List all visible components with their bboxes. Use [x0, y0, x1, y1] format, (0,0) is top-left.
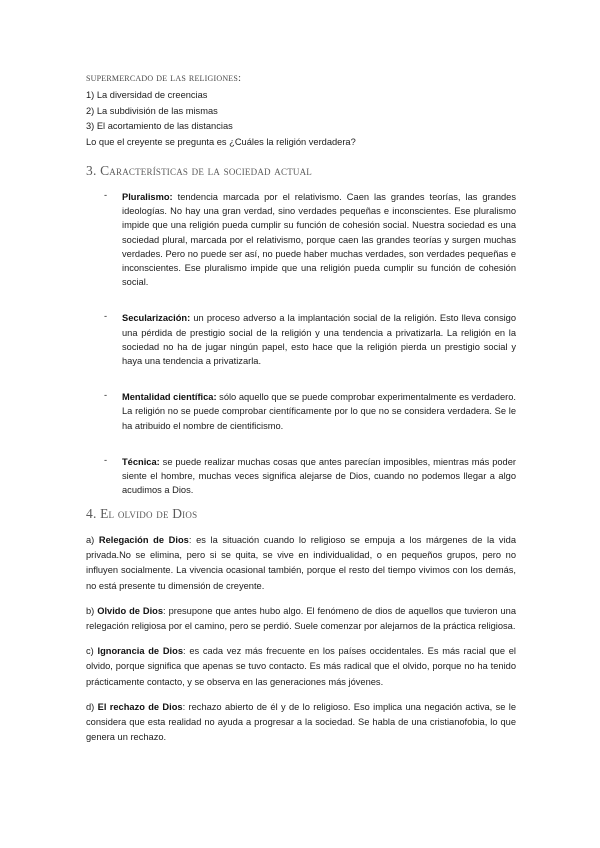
section-4-body [86, 533, 516, 755]
intro-item: 1) La diversidad de creencias [86, 90, 208, 100]
paragraph-term: Relegación de Dios [98, 535, 189, 545]
bullet-term: Pluralismo: [122, 192, 173, 202]
bullet-dash: - [104, 311, 108, 322]
bullet-text: sólo aquello que se puede comprobar experimentalmente es verdadero. La religión no se puede comprobar científicamente por lo que no se considera verdadera. Se le ha atribuido el nombre de cientificismo. [122, 392, 516, 431]
bullet-dash: - [104, 454, 108, 465]
bullet-item-pluralismo [86, 190, 516, 289]
bullet-text: tendencia marcada por el relativismo. Caen las grandes teorías, las grandes ideologías. No hay una gran verdad, sino verdades pequeñas e inconscientes. Ese pluralismo impide que una religión pueda cumplir su función de cohesión social. Nuestra sociedad es una sociedad plural, marcada por el relativismo, porque caen las grandes teorías y surgen muchas verdades. Pero no puede ser así, no puede haber muchas verdades, son verdades pequeñas e inconscientes. Ese pluralismo impide que una religión pueda cumplir su función de cohesión social. [122, 192, 516, 288]
paragraph-prefix: c) [86, 646, 98, 657]
paragraph-prefix: b) [86, 605, 98, 616]
intro-item: 3) El acortamiento de las distancias [86, 121, 233, 132]
bullet-item-secularizacion [86, 311, 516, 368]
paragraph-olvido [86, 604, 516, 634]
paragraph-ignorancia [86, 644, 516, 690]
paragraph-rechazo [86, 700, 516, 746]
bullet-text: un proceso adverso a la implantación social de la religión. Esto lleva consigo una pérdida de prestigio social de la religión y una tendencia a privatizarla. La religión en la sociedad no ha de jugar ningún papel, esto hace que la religión pierda un prestigio social y haya una tendencia a privatizarla. [122, 313, 516, 367]
paragraph-text: : presupone que antes hubo algo. El fenómeno de dios de aquellos que tuvieron una relegación religiosa por el camino, pero se perdió. Suele comenzar por alejarnos de la práctica religiosa. [86, 605, 516, 632]
section-3-bullet-list [86, 190, 516, 497]
paragraph-term: El rechazo de Dios [97, 701, 183, 712]
bullet-dash: - [104, 190, 108, 200]
paragraph-term: Olvido de Dios [97, 605, 164, 616]
paragraph-prefix: d) [86, 701, 98, 712]
intro-question: Lo que el creyente se pregunta es ¿Cuáles la religión verdadera? [86, 136, 356, 147]
paragraph-prefix: a) [86, 535, 99, 545]
paragraph-text: : es la situación cuando lo religioso se empuja a los márgenes de la vida privada.No se elimina, pero si se quita, se vive en individualidad, o en pequeños grupos, pero no influyen socialmente. La vivencia ocasional también, porque el resto del tiempo vivimos con los demás, no está presente tu dimensión de creyente. [86, 535, 516, 591]
bullet-term: Técnica: [122, 456, 160, 467]
section-3-heading: 3. Características de la sociedad actual [86, 163, 313, 178]
bullet-item-mentalidad-cientifica [86, 390, 516, 433]
paragraph-text: : rechazo abierto de él y de lo religioso. Eso implica una negación activa, se le considera que esta realidad no ayuda a progresar a la sociedad. Se habla de una cristianofobia, lo que genera un rechazo. [86, 701, 517, 743]
intro-item: 2) La subdivisión de las mismas [86, 105, 218, 116]
bullet-item-tecnica [86, 455, 516, 498]
intro-title: supermercado de las religiones: [86, 72, 242, 84]
paragraph-relegacion [86, 533, 516, 594]
paragraph-term: Ignorancia de Dios [97, 646, 183, 657]
paragraph-text: : es cada vez más frecuente en los países occidentales. Es más racial que el olvido, porque significa que apenas se tuvo contacto. Es más radical que el olvido, porque no ha tenido prácticamente contacto, y se observa en las generaciones más jóvenes. [86, 646, 517, 687]
section-4-heading: 4. El olvido de Dios [86, 506, 198, 521]
bullet-dash: - [104, 390, 108, 401]
intro-list [86, 88, 526, 150]
bullet-term: Secularización: [122, 313, 191, 324]
bullet-text: se puede realizar muchas cosas que antes parecían imposibles, mientras más poder siente el hombre, muchas veces significa alejarse de Dios, cuando no podemos llegar a algo acudimos a Dios. [122, 456, 516, 496]
bullet-term: Mentalidad científica: [122, 392, 217, 403]
